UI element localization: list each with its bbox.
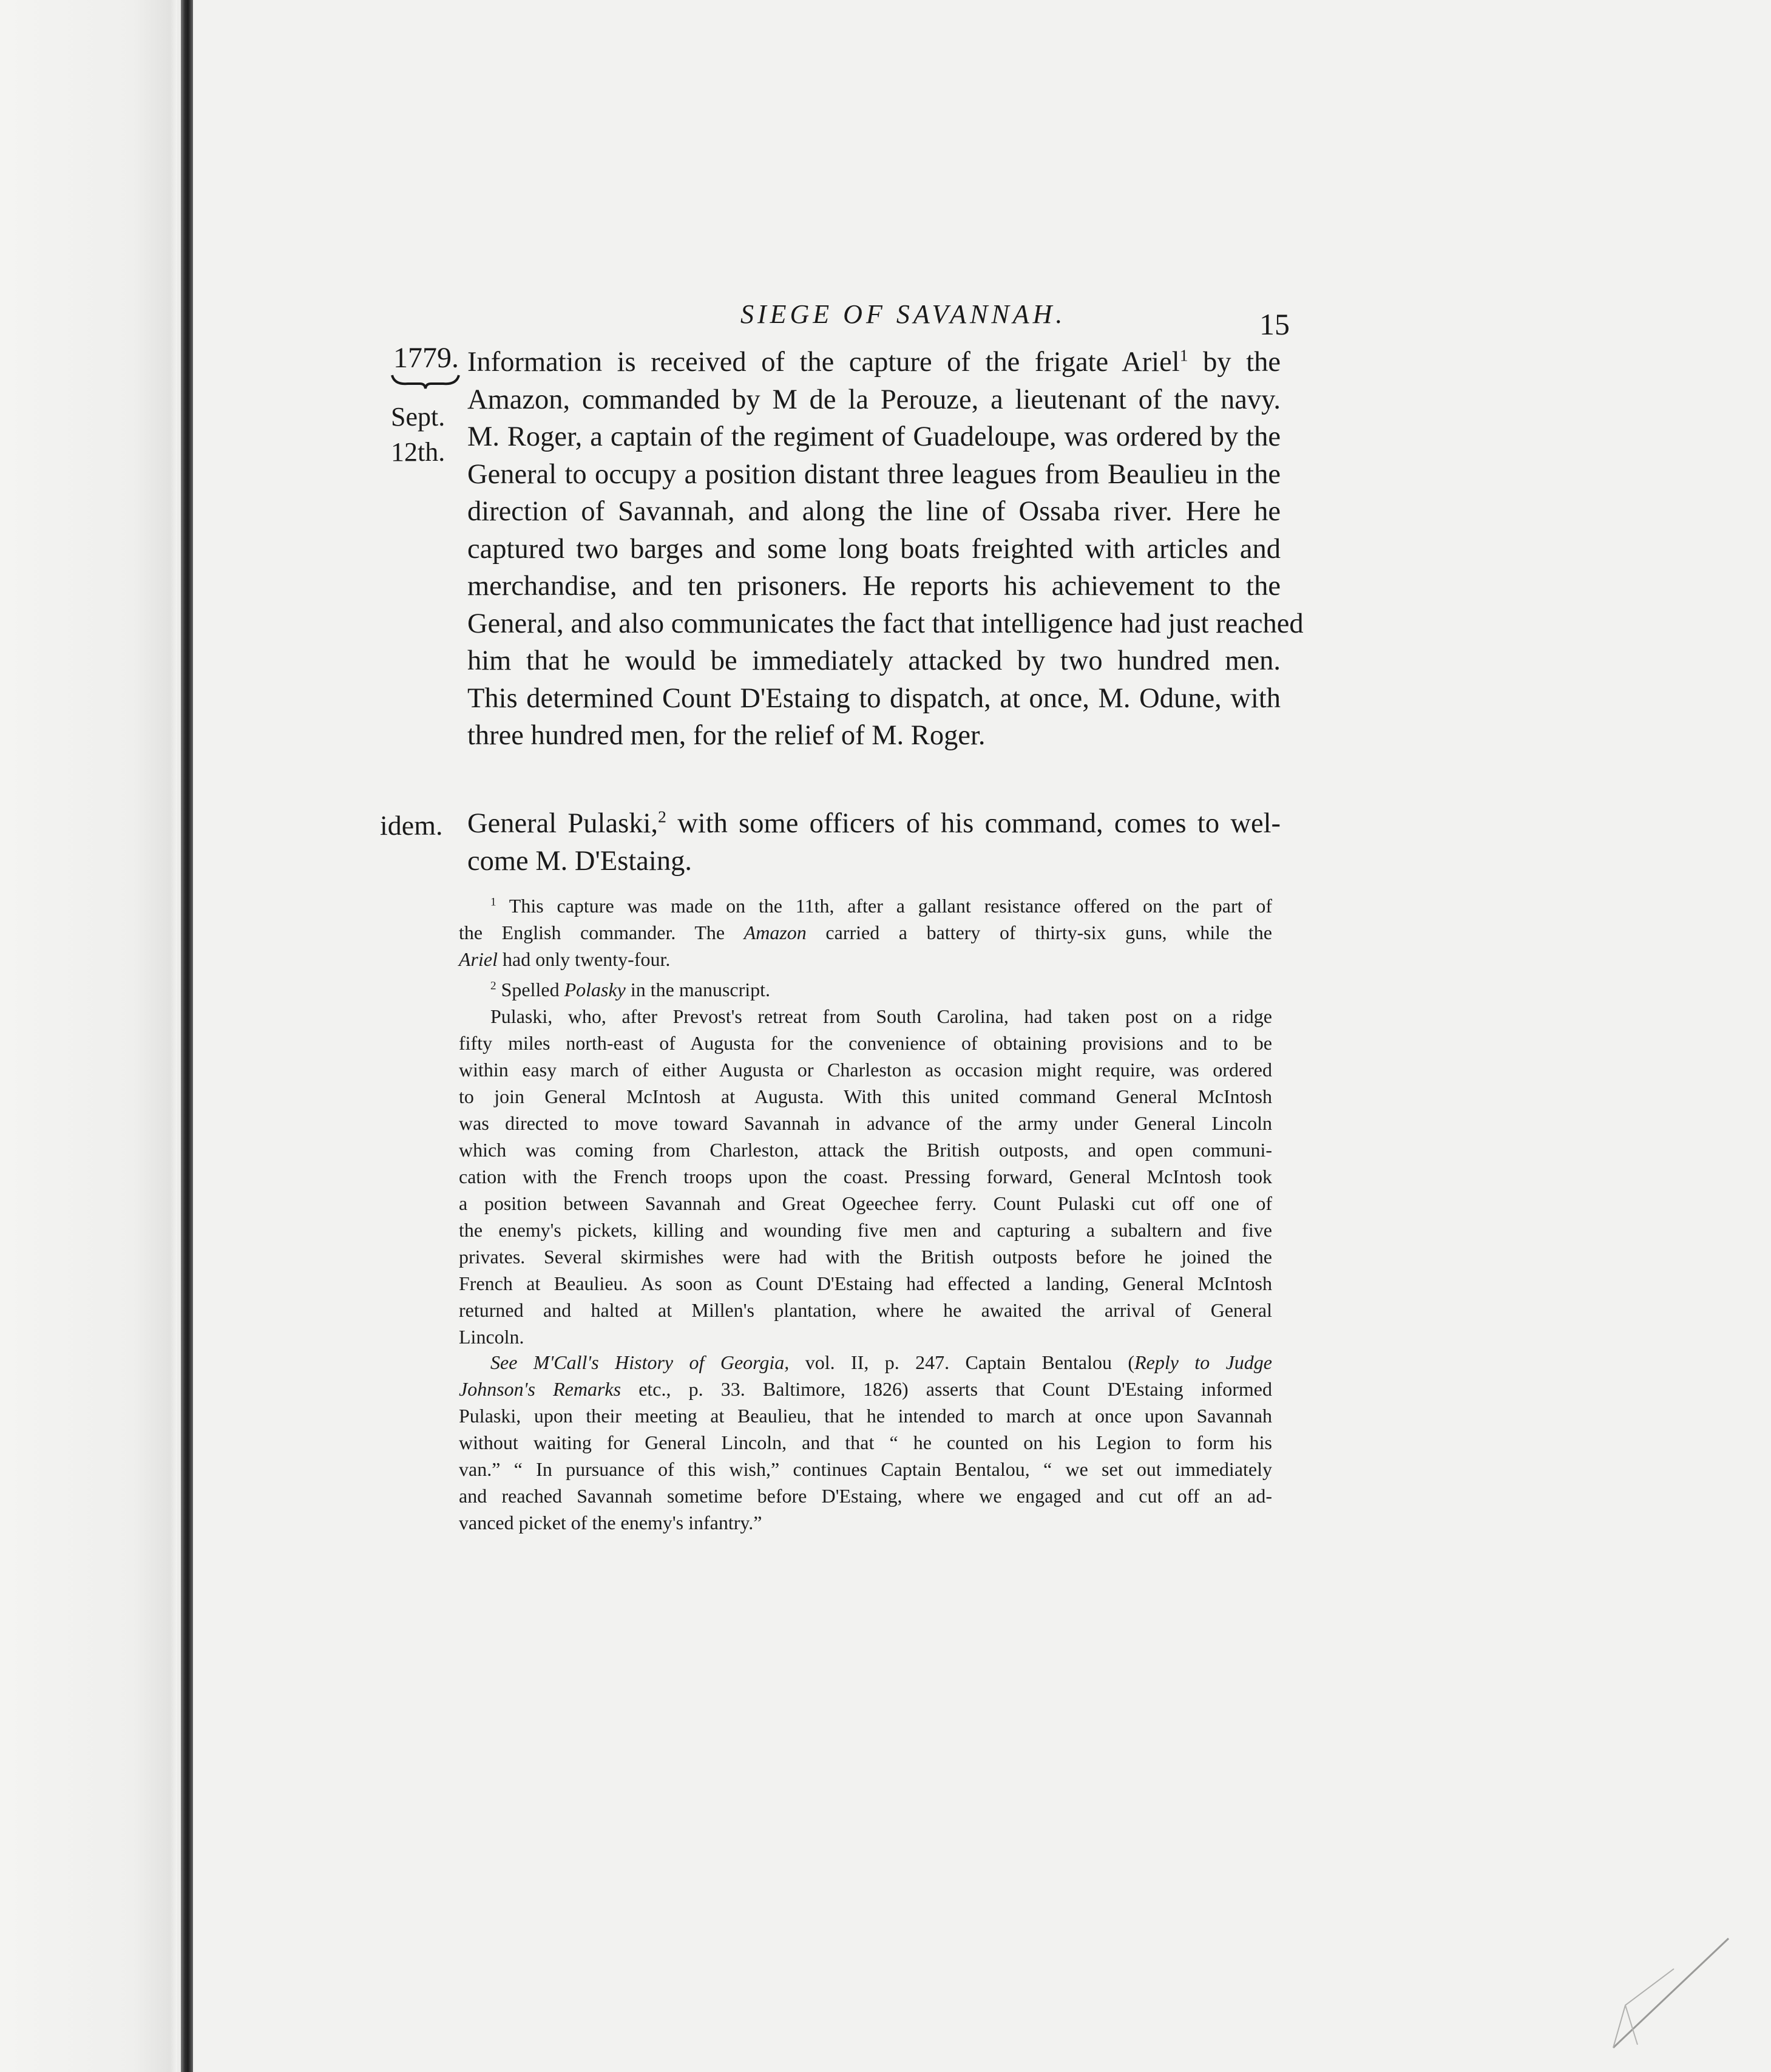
margin-idem: idem. — [380, 810, 443, 841]
text-line: come M. D'Estaing. — [467, 845, 692, 877]
note-line: cation with the French troops upon the coast. Pressing forward, General McIntosh took — [459, 1166, 1272, 1187]
margin-year: 1779. — [393, 342, 459, 374]
text-line: M. Roger, a captain of the regiment of Guadeloupe, was ordered by the — [467, 421, 1281, 452]
text-line: This determined Count D'Estaing to dispatch, at once, M. Odune, with — [467, 682, 1281, 714]
footnote-ref-2: 2 — [658, 807, 666, 827]
text-line: General, and also communicates the fact that intelligence had just reached — [467, 608, 1304, 639]
text-line: merchandise, and ten prisoners. He reports his achievement to the — [467, 571, 1281, 602]
note-line: within easy march of either Augusta or Charleston as occasion might require, was ordered — [459, 1059, 1272, 1081]
paragraph-pulaski-welcome — [467, 805, 1281, 880]
text-line: Information is received of the capture of the frigate Ariel$^1$ by the — [467, 346, 1281, 378]
note-line: French at Beaulieu. As soon as Count D'Estaing had effected a landing, General McIntosh — [459, 1272, 1272, 1294]
note-line: $^2$ Spelled Polasky in the manuscript. — [490, 979, 771, 1000]
note-line: vanced picket of the enemy's infantry.” — [459, 1512, 762, 1534]
margin-date-day: 12th. — [391, 437, 445, 467]
note-line: the English commander. The Amazon carried a battery of thirty-six guns, while the — [459, 922, 1272, 943]
text-line: three hundred men, for the relief of M. Roger. — [467, 720, 986, 751]
text-line: direction of Savannah, and along the line of Ossaba river. Here he — [467, 496, 1281, 527]
note-line: Pulaski, upon their meeting at Beaulieu, that he intended to march at once upon Savannah — [459, 1405, 1272, 1427]
page-number: 15 — [1259, 307, 1290, 341]
footnote-ref-1: 1 — [1179, 346, 1188, 365]
note-line: Lincoln. — [459, 1326, 524, 1348]
text-line: General Pulaski,$^2$ with some officers of his command, comes to wel- — [467, 807, 1281, 839]
note-line: without waiting for General Lincoln, and that “ he counted on his Legion to form his — [459, 1432, 1272, 1453]
margin-date-month: Sept. — [391, 402, 445, 432]
note-line: which was coming from Charleston, attack the British outposts, and open communi- — [459, 1139, 1272, 1161]
note-line: fifty miles north-east of Augusta for the convenience of obtaining provisions and to be — [459, 1032, 1272, 1054]
footnote-2-references — [459, 1349, 1272, 1536]
text-line: captured two barges and some long boats freighted with articles and — [467, 533, 1281, 565]
footnote-2 — [459, 976, 1272, 1003]
note-line: the enemy's pickets, killing and wounding five men and capturing a subaltern and five — [459, 1219, 1272, 1241]
margin-brace — [390, 372, 461, 390]
paragraph-capture-of-ariel — [467, 344, 1304, 755]
note-line: returned and halted at Millen's plantation, where he awaited the arrival of General — [459, 1299, 1272, 1321]
note-line: to join General McIntosh at Augusta. With this united command General McIntosh — [459, 1085, 1272, 1107]
note-line: $^1$ This capture was made on the 11th, after a gallant resistance offered on the part of — [490, 895, 1272, 917]
note-line: Pulaski, who, after Prevost's retreat from South Carolina, had taken post on a ridge — [490, 1005, 1272, 1027]
note-line: and reached Savannah sometime before D'Estaing, where we engaged and cut off an ad- — [459, 1485, 1272, 1507]
note-line: van.” “ In pursuance of this wish,” continues Captain Bentalou, “ we set out immediately — [459, 1458, 1272, 1480]
note-line: Ariel had only twenty-four. — [459, 948, 671, 970]
note-line: Johnson's Remarks etc., p. 33. Baltimore, 1826) asserts that Count D'Estaing informed — [459, 1378, 1273, 1400]
running-head: SIEGE OF SAVANNAH. — [740, 299, 1066, 329]
note-line: was directed to move toward Savannah in advance of the army under General Lincoln — [459, 1112, 1272, 1134]
text-line: Amazon, commanded by M de la Perouze, a lieutenant of the navy. — [467, 384, 1281, 415]
margin-date — [391, 399, 445, 470]
note-line: a position between Savannah and Great Ogeechee ferry. Count Pulaski cut off one of — [459, 1192, 1272, 1214]
text-line: him that he would be immediately attacked by two hundred men. — [467, 645, 1281, 676]
note-line: See M'Call's History of Georgia, vol. II, p. 247. Captain Bentalou (Reply to Judge — [490, 1351, 1273, 1373]
footnote-1 — [459, 892, 1272, 973]
note-line: privates. Several skirmishes were had with the British outposts before he joined the — [459, 1246, 1272, 1268]
text-line: General to occupy a position distant three leagues from Beaulieu in the — [467, 458, 1281, 490]
footnote-2-pulaski — [459, 1003, 1272, 1350]
